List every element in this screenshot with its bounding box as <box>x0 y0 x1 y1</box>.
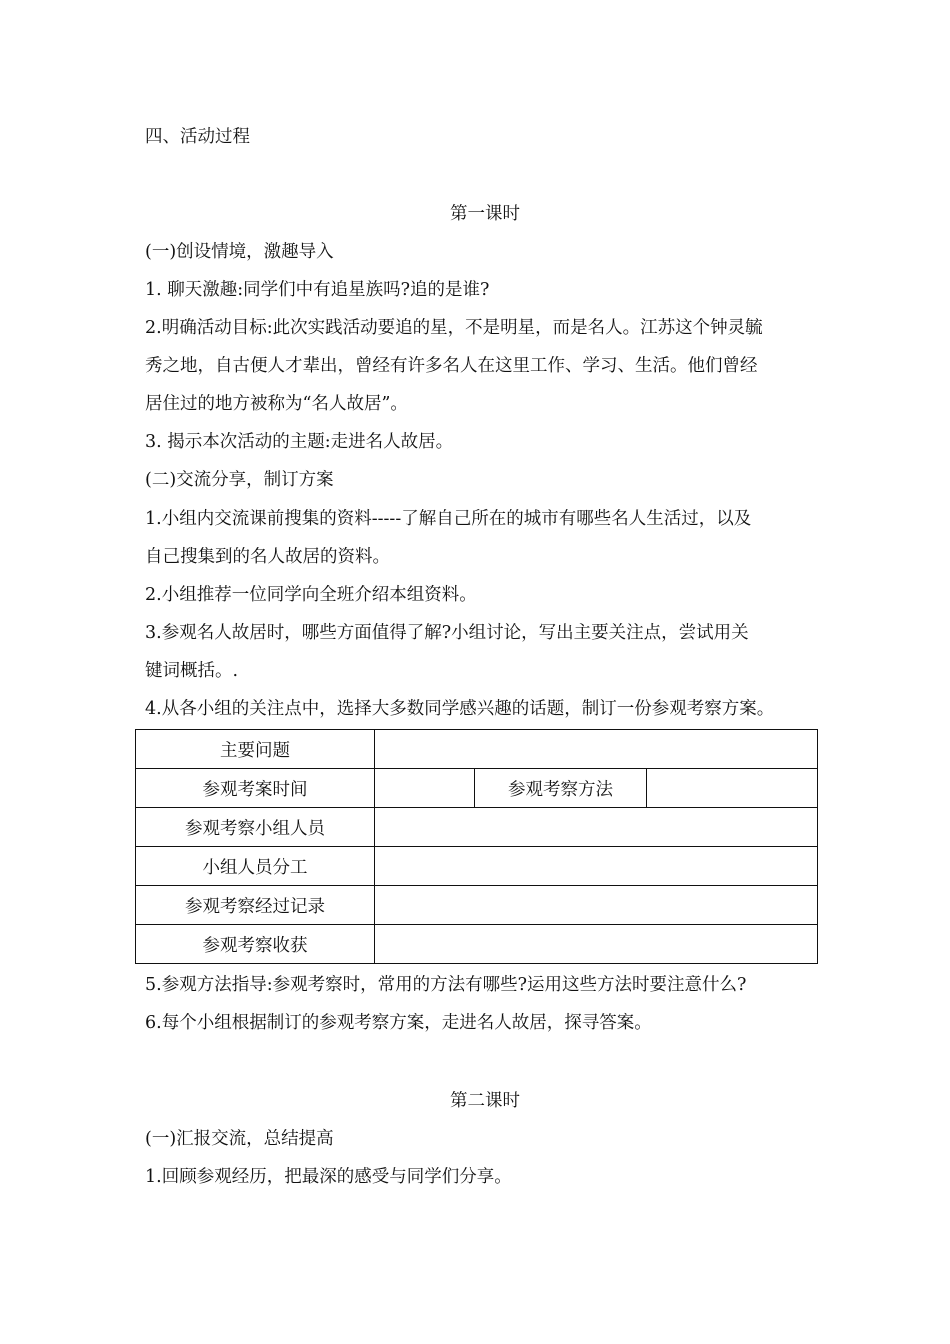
item-3-line-1: 3.参观名人故居时，哪些方面值得了解?小组讨论，写出主要关注点，尝试用关 <box>145 623 749 643</box>
paragraph-1: 1. 聊天激趣:同学们中有追星族吗?追的是谁? <box>145 280 490 300</box>
group-members-cell[interactable] <box>375 808 818 847</box>
group-members-label: 参观考察小组人员 <box>136 808 375 847</box>
harvest-cell[interactable] <box>375 925 818 964</box>
visit-method-cell[interactable] <box>647 769 818 808</box>
main-question-cell[interactable] <box>375 730 818 769</box>
item-1-line-2: 自己搜集到的名人故居的资料。 <box>145 547 390 567</box>
table-row <box>136 730 818 769</box>
harvest-label: 参观考察收获 <box>136 925 375 964</box>
visit-time-label: 参观考案时间 <box>136 769 375 808</box>
division-cell[interactable] <box>375 847 818 886</box>
lesson2-item-1: 1.回顾参观经历，把最深的感受与同学们分享。 <box>145 1167 512 1187</box>
record-label: 参观考察经过记录 <box>136 886 375 925</box>
table-row <box>136 886 818 925</box>
table-row <box>136 769 818 808</box>
record-cell[interactable] <box>375 886 818 925</box>
visit-plan-table <box>135 729 818 964</box>
item-2: 2.小组推荐一位同学向全班介绍本组资料。 <box>145 585 477 605</box>
lesson1-part2-heading: (二)交流分享，制订方案 <box>145 470 334 490</box>
table-row <box>136 925 818 964</box>
item-3-line-2: 键词概括。. <box>145 661 239 681</box>
paragraph-3: 3. 揭示本次活动的主题:走进名人故居。 <box>145 432 454 452</box>
section-heading: 四、活动过程 <box>145 127 250 147</box>
item-1-line-1: 1.小组内交流课前搜集的资料-----了解自己所在的城市有哪些名人生活过，以及 <box>145 509 752 529</box>
paragraph-2-line-3: 居住过的地方被称为“名人故居”。 <box>145 394 408 414</box>
table-row <box>136 808 818 847</box>
item-5: 5.参观方法指导:参观考察时，常用的方法有哪些?运用这些方法时要注意什么? <box>145 975 747 995</box>
division-label: 小组人员分工 <box>136 847 375 886</box>
item-6: 6.每个小组根据制订的参观考察方案，走进名人故居，探寻答案。 <box>145 1013 652 1033</box>
paragraph-2-line-2: 秀之地，自古便人才辈出，曾经有许多名人在这里工作、学习、生活。他们曾经 <box>145 356 758 376</box>
lesson2-title: 第二课时 <box>450 1091 520 1111</box>
table-row <box>136 847 818 886</box>
visit-time-cell[interactable] <box>375 769 475 808</box>
lesson2-part1-heading: (一)汇报交流，总结提高 <box>145 1129 334 1149</box>
lesson1-part1-heading: (一)创设情境，激趣导入 <box>145 242 334 262</box>
item-4: 4.从各小组的关注点中，选择大多数同学感兴趣的话题，制订一份参观考察方案。 <box>145 699 775 719</box>
paragraph-2-line-1: 2.明确活动目标:此次实践活动要追的星，不是明星，而是名人。江苏这个钟灵毓 <box>145 318 763 338</box>
main-question-label: 主要问题 <box>136 730 375 769</box>
lesson1-title: 第一课时 <box>450 204 520 224</box>
visit-method-label: 参观考察方法 <box>475 769 647 808</box>
